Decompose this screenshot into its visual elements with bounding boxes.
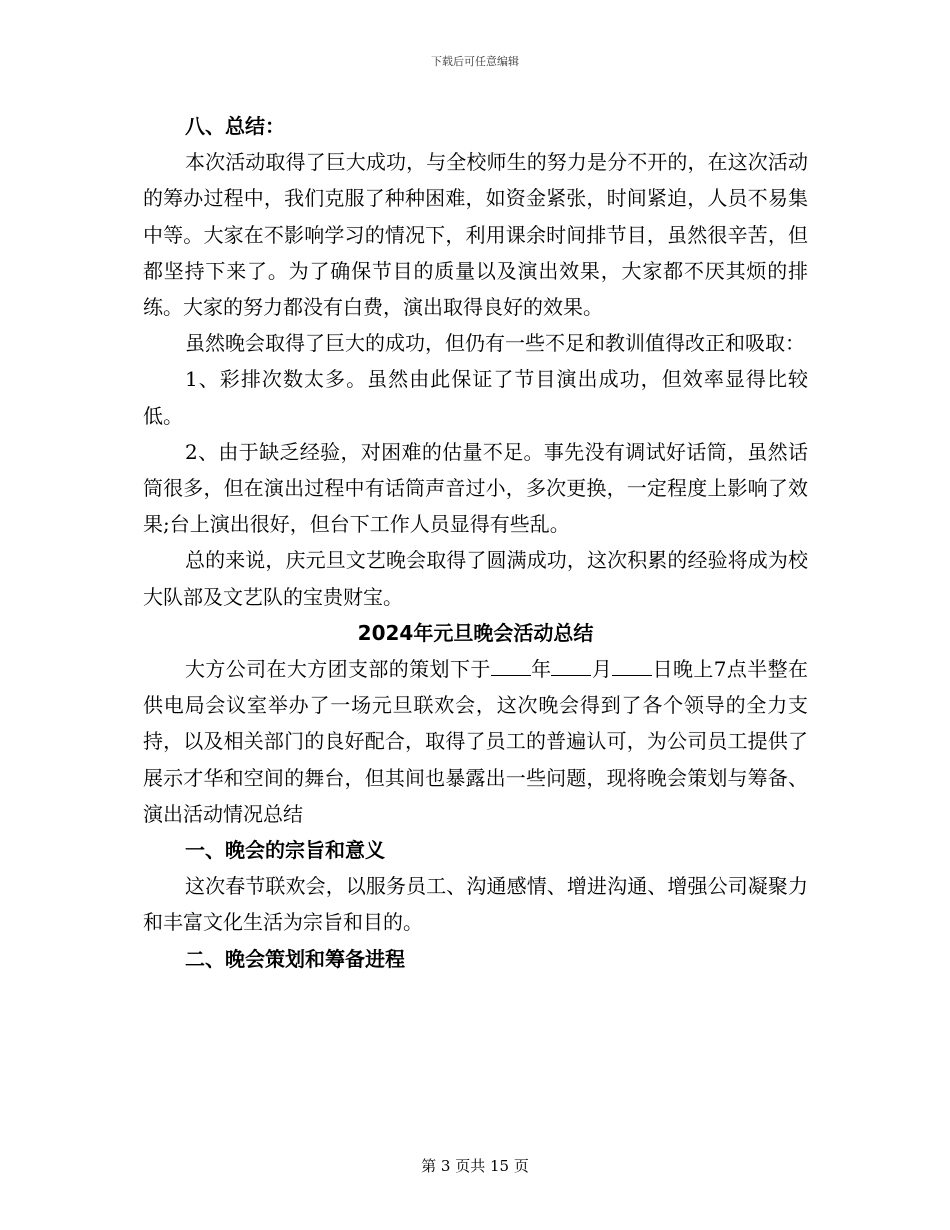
paragraph: 本次活动取得了巨大成功，与全校师生的努力是分不开的，在这次活动的筹办过程中，我们克服了种种困难，如资金紧张，时间紧迫，人员不易集中等。大家在不影响学习的情况下，利用课余时间排节目，虽然很辛苦，但都坚持下来了。为了确保节目的质量以及演出效果，大家都不厌其烦的排练。大家的努力都没有白费，演出取得良好的效果。 (143, 150, 808, 320)
list-item: 1、彩排次数太多。虽然由此保证了节目演出成功，但效率显得比较低。 (143, 367, 808, 428)
intro-year-text: 年 (530, 657, 552, 682)
blank-field (491, 655, 531, 676)
blank-field (551, 655, 591, 676)
document-body (143, 108, 808, 977)
intro-month-text: 月 (591, 657, 613, 682)
page-header: 下载后可任意编辑 (431, 55, 519, 68)
section-heading: 一、晚会的宗旨和意义 (185, 838, 385, 863)
paragraph: 虽然晚会取得了巨大的成功，但仍有一些不足和教训值得改正和吸取： (185, 331, 805, 356)
section-heading: 二、晚会策划和筹备进程 (185, 946, 405, 971)
paragraph (143, 651, 808, 832)
intro-text: 大方公司在大方团支部的策划下于 (185, 657, 491, 682)
section-heading-summary: 八、总结： (185, 114, 285, 138)
paragraph: 总的来说，庆元旦文艺晚会取得了圆满成功，这次积累的经验将成为校大队部及文艺队的宝贵财宝。 (143, 548, 808, 609)
page-footer: 第 3 页共 15 页 (421, 1157, 529, 1175)
list-item: 2、由于缺乏经验，对困难的估量不足。事先没有调试好话筒，虽然话筒很多，但在演出过程中有话筒声音过小，多次更换，一定程度上影响了效果;台上演出很好，但台下工作人员显得有些乱。 (143, 439, 808, 537)
blank-field (612, 655, 652, 676)
document-title: 2024年元旦晚会活动总结 (357, 620, 594, 645)
paragraph: 这次春节联欢会，以服务员工、沟通感情、增进沟通、增强公司凝聚力和丰富文化生活为宗旨和目的。 (143, 874, 808, 935)
intro-text-cont: 日晚上7点半整在供电局会议室举办了一场元旦联欢会，这次晚会得到了各个领导的全力支持，以及相关部门的良好配合，取得了员工的普遍认可，为公司员工提供了展示才华和空间的舞台，但其间也暴露出一些问题，现将晚会策划与筹备、演出活动情况总结 (143, 657, 809, 826)
